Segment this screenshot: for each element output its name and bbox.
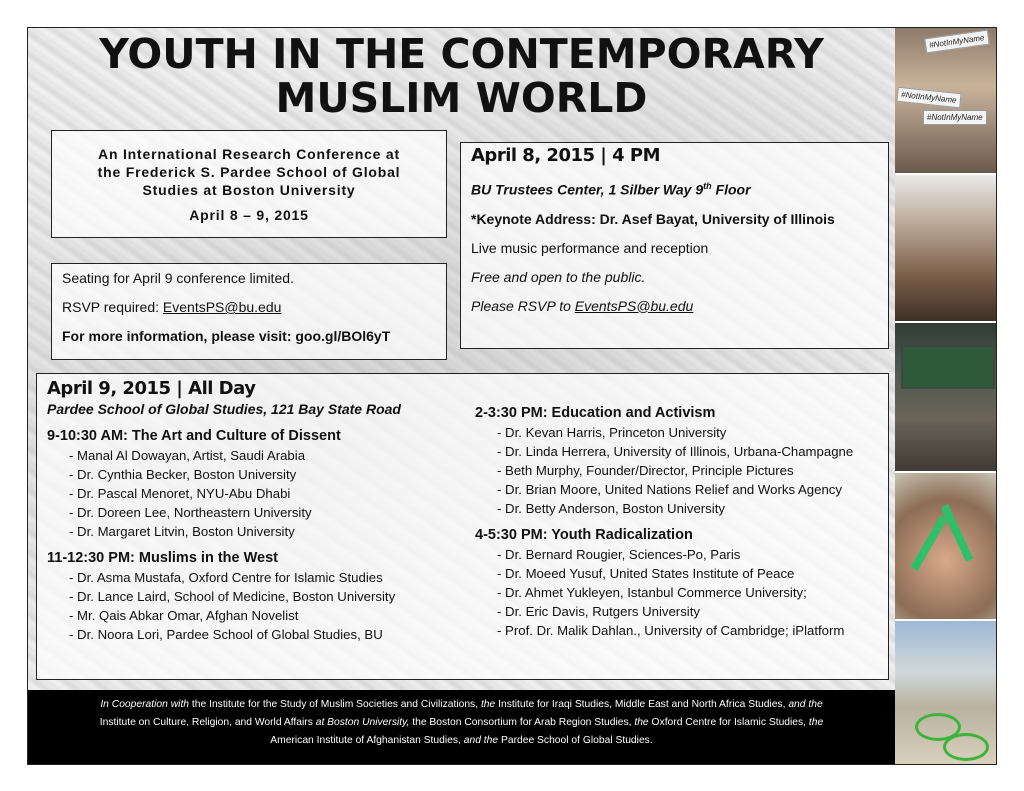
seating-note: Seating for April 9 conference limited. (62, 270, 294, 286)
info-box (51, 263, 447, 360)
photo-strip (895, 28, 996, 765)
april9-left-column (47, 374, 467, 644)
footer-l2-d: the (634, 717, 649, 728)
session-gap (47, 541, 467, 549)
footer-l3-a: American Institute of Afghanistan Studies, (270, 735, 464, 746)
cooperation-footer (28, 690, 895, 765)
speaker-item: - Dr. Noora Lori, Pardee School of Global Studies, BU (69, 627, 383, 642)
speaker-item: - Dr. Linda Herrera, University of Illinois, Urbana-Champagne (497, 444, 854, 459)
footer-line-1 (28, 696, 895, 714)
session-gap (475, 518, 885, 526)
rsvp-label: RSVP required: (62, 299, 163, 315)
speaker-item: - Dr. Cynthia Becker, Boston University (69, 467, 297, 482)
protest-sign-3: #NotInMyName (923, 110, 987, 125)
protest-photo (895, 28, 996, 173)
speaker-item: - Dr. Pascal Menoret, NYU-Abu Dhabi (69, 486, 291, 501)
april8-rsvp (471, 298, 878, 315)
title-line-1: YOUTH IN THE CONTEMPORARY (99, 30, 824, 78)
speaker-item: - Dr. Margaret Litvin, Boston University (69, 524, 295, 539)
april8-rsvp-email-link[interactable]: EventsPS@bu.edu (574, 297, 694, 314)
april8-venue-text: BU Trustees Center, 1 Silber Way 9 (471, 181, 704, 198)
footer-l2-f: the (808, 717, 824, 728)
april8-venue (471, 178, 878, 199)
rsvp-email-link[interactable]: EventsPS@bu.edu (162, 299, 282, 315)
speaker-item: - Dr. Doreen Lee, Northeastern University (69, 505, 312, 520)
classroom-photo (895, 323, 996, 471)
footer-l2-e: Oxford Centre for Islamic Studies, (648, 717, 809, 728)
protest-sign-2: #NotInMyName (896, 87, 961, 109)
crowd-photo (895, 175, 996, 321)
footer-l1-e: and the (788, 699, 823, 710)
footer-l1-b: the Institute for the Study of Muslim Societies and Civilizations, (189, 699, 481, 710)
session-title: 11-12:30 PM: Muslims in the West (47, 550, 278, 566)
conference-line-3: Studies at Boston University (142, 182, 356, 198)
conference-line-1: An International Research Conference at (98, 146, 400, 162)
april8-heading: April 8, 2015 | 4 PM (471, 145, 661, 166)
hoop-image (943, 733, 989, 761)
speaker-item: - Dr. Asma Mustafa, Oxford Centre for Islamic Studies (69, 570, 383, 585)
speaker-item: - Dr. Moeed Yusuf, United States Institute of Peace (497, 566, 795, 581)
conference-dates: April 8 – 9, 2015 (189, 207, 309, 223)
speaker-item: - Dr. Ahmet Yukleyen, Istanbul Commerce University; (497, 585, 807, 600)
rsvp-line (62, 299, 436, 316)
page-title (28, 32, 895, 120)
right-sessions (475, 404, 885, 640)
left-sessions (47, 427, 467, 644)
speaker-item: - Dr. Eric Davis, Rutgers University (497, 604, 700, 619)
footer-l2-c: the Boston Consortium for Arab Region Studies, (409, 717, 635, 728)
green-ribbon-image (911, 515, 948, 571)
footer-l3-b: and the (463, 735, 499, 746)
hands-heart-photo (895, 473, 996, 619)
session-title: 4-5:30 PM: Youth Radicalization (475, 527, 693, 543)
speaker-item: - Dr. Kevan Harris, Princeton University (497, 425, 727, 440)
april9-box (36, 373, 889, 680)
speaker-item: - Dr. Betty Anderson, Boston University (497, 501, 725, 516)
speaker-item: - Prof. Dr. Malik Dahlan., University of Cambridge; iPlatform (497, 623, 845, 638)
speaker-item: - Beth Murphy, Founder/Director, Principle Pictures (497, 463, 794, 478)
april8-music: Live music performance and reception (471, 239, 709, 256)
speaker-item: - Dr. Bernard Rougier, Sciences-Po, Paris (497, 547, 741, 562)
april8-venue-sup: th (703, 181, 712, 191)
april8-free: Free and open to the public. (471, 268, 646, 285)
footer-l2-a: Institute on Culture, Religion, and World Affairs (99, 717, 316, 728)
more-info-link[interactable]: For more information, please visit: goo.gl/BOl6yT (62, 328, 391, 344)
footer-line-3 (28, 732, 895, 750)
april8-keynote: *Keynote Address: Dr. Asef Bayat, University of Illinois (471, 210, 835, 227)
title-line-2: MUSLIM WORLD (275, 74, 648, 122)
april9-heading: April 9, 2015 | All Day (47, 378, 256, 399)
footer-l1-c: the (480, 699, 496, 710)
speaker-item: - Manal Al Dowayan, Artist, Saudi Arabia (69, 448, 306, 463)
footer-l2-b: at Boston University, (315, 717, 410, 728)
speaker-item: - Mr. Qais Abkar Omar, Afghan Novelist (69, 608, 299, 623)
april8-rsvp-label: Please RSVP to (471, 297, 575, 314)
footer-l1-d: Institute for Iraqi Studies, Middle East and North Africa Studies, (495, 699, 789, 710)
footer-l1-a: In Cooperation with (100, 699, 190, 710)
schoolyard-photo (895, 621, 996, 765)
april8-box (460, 142, 889, 349)
april8-venue-floor: Floor (711, 181, 751, 198)
green-ribbon-image (941, 504, 974, 562)
april9-location: Pardee School of Global Studies, 121 Bay State Road (47, 401, 401, 417)
footer-l3-c: Pardee School of Global Studies. (498, 735, 653, 746)
event-flyer (27, 27, 997, 765)
chalkboard-image (901, 345, 995, 389)
conference-line-2: the Frederick S. Pardee School of Global (97, 164, 401, 180)
conference-box (51, 130, 447, 238)
protest-sign-1: #NotInMyName (924, 30, 989, 54)
session-title: 2-3:30 PM: Education and Activism (475, 405, 716, 421)
footer-line-2 (28, 714, 895, 732)
speaker-item: - Dr. Lance Laird, School of Medicine, Boston University (69, 589, 396, 604)
session-title: 9-10:30 AM: The Art and Culture of Dissent (47, 428, 341, 444)
april9-right-column (475, 404, 885, 640)
speaker-item: - Dr. Brian Moore, United Nations Relief and Works Agency (497, 482, 842, 497)
